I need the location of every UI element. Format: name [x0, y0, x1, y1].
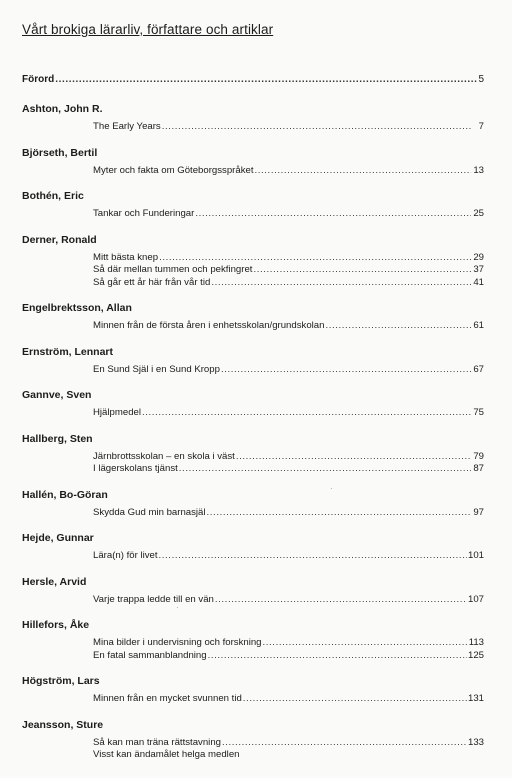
- article-title: Mitt bästa knep: [93, 251, 159, 263]
- page-number: 37: [473, 264, 484, 275]
- article-title: Minnen från de första åren i enhetsskolan/grundskolan: [93, 320, 325, 331]
- article-list: [22, 208, 484, 221]
- article-title: Järnbrottsskolan – en skola i väst: [93, 450, 235, 462]
- toc-entry: [93, 208, 484, 221]
- dot-leader: [208, 650, 467, 663]
- toc-entry: [93, 737, 484, 750]
- toc-entry: [93, 507, 484, 520]
- article-title: En Sund Själ i en Sund Kropp: [93, 363, 220, 375]
- author-section: [22, 102, 484, 134]
- author-name: Ernström, Lennart: [22, 345, 114, 358]
- author-section: [22, 189, 484, 221]
- page-number: 29: [473, 251, 484, 263]
- toc-entry: [93, 277, 484, 290]
- toc-entry: [93, 165, 484, 178]
- article-title: Mina bilder i undervisning och forskning: [93, 637, 262, 648]
- article-list: [22, 594, 484, 607]
- dot-leader: [159, 550, 467, 563]
- article-title: En fatal sammanblandning: [93, 649, 207, 661]
- page-number: 41: [473, 276, 484, 288]
- article-list: [22, 693, 484, 706]
- dot-leader: [179, 463, 471, 476]
- author-name: Björseth, Bertil: [22, 146, 98, 159]
- author-name: Gannve, Sven: [22, 389, 92, 401]
- dot-leader: [243, 693, 467, 706]
- page-number: 87: [473, 463, 484, 474]
- dot-leader: [142, 407, 471, 420]
- author-section: [22, 488, 484, 520]
- page-number: 7: [478, 121, 484, 132]
- toc-entry: [93, 693, 484, 706]
- dot-leader: [162, 121, 471, 134]
- toc-entry: [93, 364, 484, 377]
- author-section: [22, 531, 484, 563]
- article-list: [22, 737, 484, 762]
- author-name: Engelbrektsson, Allan: [22, 302, 132, 314]
- page-number: 67: [473, 363, 484, 375]
- foreword-title: Förord: [22, 74, 55, 85]
- dot-leader: [253, 264, 471, 277]
- article-list: [22, 507, 484, 520]
- toc-entry: [93, 121, 484, 134]
- page-number: 101: [467, 550, 484, 561]
- scan-speck: ·: [330, 484, 333, 493]
- article-list: [22, 320, 484, 333]
- article-list: [22, 407, 484, 420]
- article-title: Så går ett år här från vår tid: [93, 276, 211, 288]
- table-of-contents: [22, 102, 484, 774]
- author-section: [22, 575, 484, 607]
- author-name: Ashton, John R.: [22, 103, 103, 115]
- author-section: [22, 432, 484, 476]
- dot-leader: [215, 594, 467, 607]
- dot-leader: [222, 737, 467, 750]
- page-number: 79: [473, 450, 484, 462]
- foreword-entry: [22, 74, 484, 85]
- article-list: [22, 165, 484, 178]
- author-name: Hillefors, Åke: [22, 619, 90, 631]
- author-section: [22, 146, 484, 178]
- author-name: Hejde, Gunnar: [22, 532, 94, 544]
- author-section: [22, 674, 484, 706]
- dot-leader: [221, 364, 471, 377]
- toc-entry: [93, 264, 484, 277]
- toc-entry: [93, 252, 484, 265]
- author-section: [22, 233, 484, 290]
- page-number: 107: [467, 593, 484, 605]
- article-title: Tankar och Funderingar: [93, 208, 195, 219]
- page-title: Vårt brokiga lärarliv, författare och artiklar: [22, 22, 274, 37]
- page-number: 13: [473, 164, 484, 176]
- page-number: 25: [473, 208, 484, 219]
- author-section: [22, 345, 484, 377]
- dot-leader: [263, 637, 468, 650]
- dot-leader: [159, 252, 471, 265]
- page-number: 75: [473, 407, 484, 418]
- dot-leader: [211, 277, 471, 290]
- page-number: 97: [473, 506, 484, 518]
- author-section: [22, 718, 484, 762]
- article-title: Så där mellan tummen och pekfingret: [93, 264, 253, 275]
- author-name: Hallberg, Sten: [22, 432, 93, 445]
- article-list: [22, 550, 484, 563]
- author-name: Hallén, Bo-Göran: [22, 488, 108, 501]
- page-number: 61: [473, 320, 484, 331]
- foreword-page-number: 5: [478, 74, 484, 85]
- author-section: [22, 301, 484, 333]
- toc-entry: [93, 451, 484, 464]
- article-list: [22, 252, 484, 290]
- toc-entry: [93, 637, 484, 650]
- author-name: Jeansson, Sture: [22, 718, 104, 731]
- page-number: 133: [467, 736, 484, 748]
- article-title: Varje trappa ledde till en vän: [93, 593, 214, 605]
- toc-entry: [93, 594, 484, 607]
- author-name: Bothén, Eric: [22, 190, 84, 202]
- article-title: Myter och fakta om Göteborgsspråket: [93, 164, 254, 176]
- author-section: [22, 618, 484, 662]
- toc-entry: [93, 407, 484, 420]
- article-list: [22, 121, 484, 134]
- page-number: 131: [467, 693, 484, 704]
- dot-leader: [325, 320, 471, 333]
- author-name: Derner, Ronald: [22, 233, 97, 246]
- dot-leader: [195, 208, 471, 221]
- article-title: Så kan man träna rättstavning: [93, 736, 221, 748]
- dot-leader: [255, 165, 472, 178]
- toc-entry: [93, 749, 484, 762]
- page-number: 113: [468, 637, 484, 648]
- article-title: Hjälpmedel: [93, 407, 141, 418]
- article-title: Skydda Gud min barnasjäl: [93, 506, 206, 518]
- author-name: Högström, Lars: [22, 675, 100, 687]
- article-title: The Early Years: [93, 121, 161, 132]
- article-title: Minnen från en mycket svunnen tid: [93, 693, 242, 704]
- article-title: Visst kan ändamålet helga medlen: [93, 749, 240, 760]
- article-list: [22, 364, 484, 377]
- scan-speck: ·: [176, 603, 179, 612]
- toc-entry: [93, 463, 484, 476]
- toc-entry: [93, 650, 484, 663]
- dot-leader: [236, 451, 471, 464]
- dot-leader: [55, 74, 477, 85]
- toc-entry: [93, 550, 484, 563]
- author-section: [22, 388, 484, 420]
- article-title: I lägerskolans tjänst: [93, 463, 178, 474]
- article-list: [22, 451, 484, 476]
- article-title: Lära(n) för livet: [93, 550, 158, 561]
- page-number: 125: [467, 649, 484, 661]
- author-name: Hersle, Arvid: [22, 575, 87, 588]
- toc-entry: [93, 320, 484, 333]
- article-list: [22, 637, 484, 662]
- dot-leader: [207, 507, 471, 520]
